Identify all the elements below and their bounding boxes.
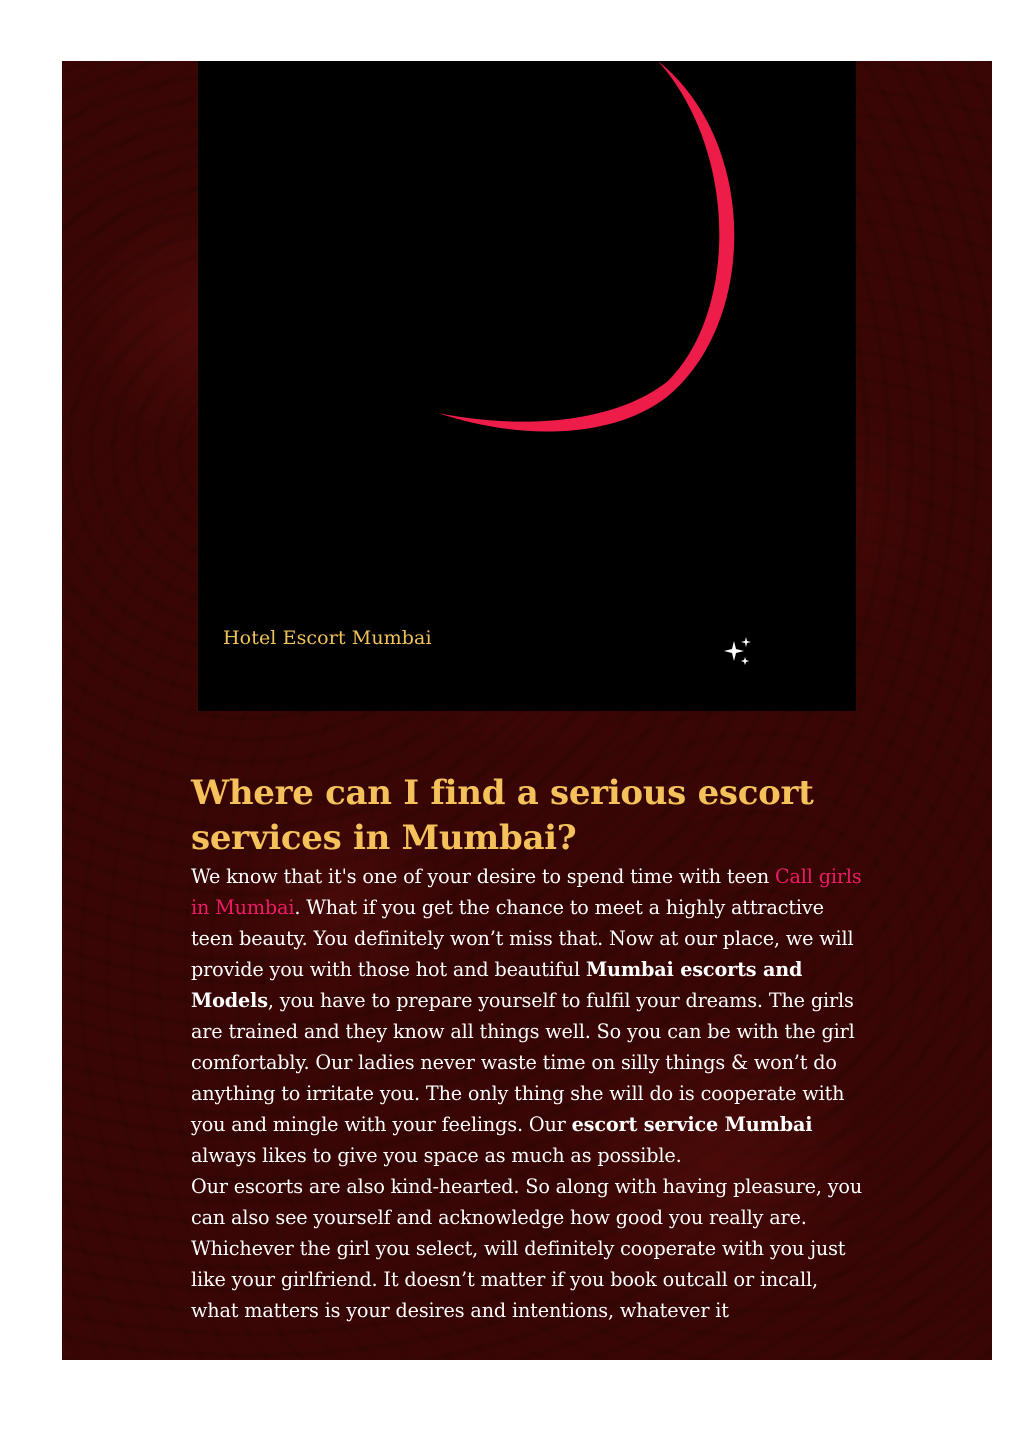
sparkle-icon[interactable] — [722, 635, 756, 669]
paragraph-text: always likes to give you space as much as possible. — [191, 1144, 682, 1167]
article — [191, 771, 871, 1326]
paragraph-text: . What if you get the chance to meet a highly attractive teen beauty. You definitely won’t miss that. Now at our place, we will provide you with those hot and beautiful — [191, 896, 854, 981]
call-girls-link[interactable]: Call girls in Mumbai — [191, 865, 862, 919]
article-headline: Where can I find a serious escort services in Mumbai? — [191, 773, 814, 858]
page-background — [62, 61, 992, 1360]
hero-caption: Hotel Escort Mumbai — [223, 627, 432, 649]
article-paragraph-1 — [191, 861, 871, 1171]
bold-keyword: Mumbai escorts and Models — [191, 958, 803, 1012]
hero-banner — [198, 61, 856, 711]
bold-keyword: escort service Mumbai — [571, 1113, 813, 1136]
crescent-arc — [198, 61, 856, 711]
paragraph-text: , you have to prepare yourself to fulfil your dreams. The girls are trained and they know all things well. So you can be with the girl comfortably. Our ladies never waste time on silly things & won’t do anything to irritate you. The only thing she will do is cooperate with you and mingle with your feelings. Our — [191, 989, 855, 1136]
paragraph-text: We know that it's one of your desire to spend time with teen — [191, 865, 775, 888]
article-paragraph-2: Our escorts are also kind-hearted. So along with having pleasure, you can also see yourself and acknowledge how good you really are. Whichever the girl you select, will definitely cooperate with you just like your girlfriend. It doesn’t matter if you book outcall or incall, what matters is your desires and intentions, whatever it — [191, 1175, 863, 1322]
